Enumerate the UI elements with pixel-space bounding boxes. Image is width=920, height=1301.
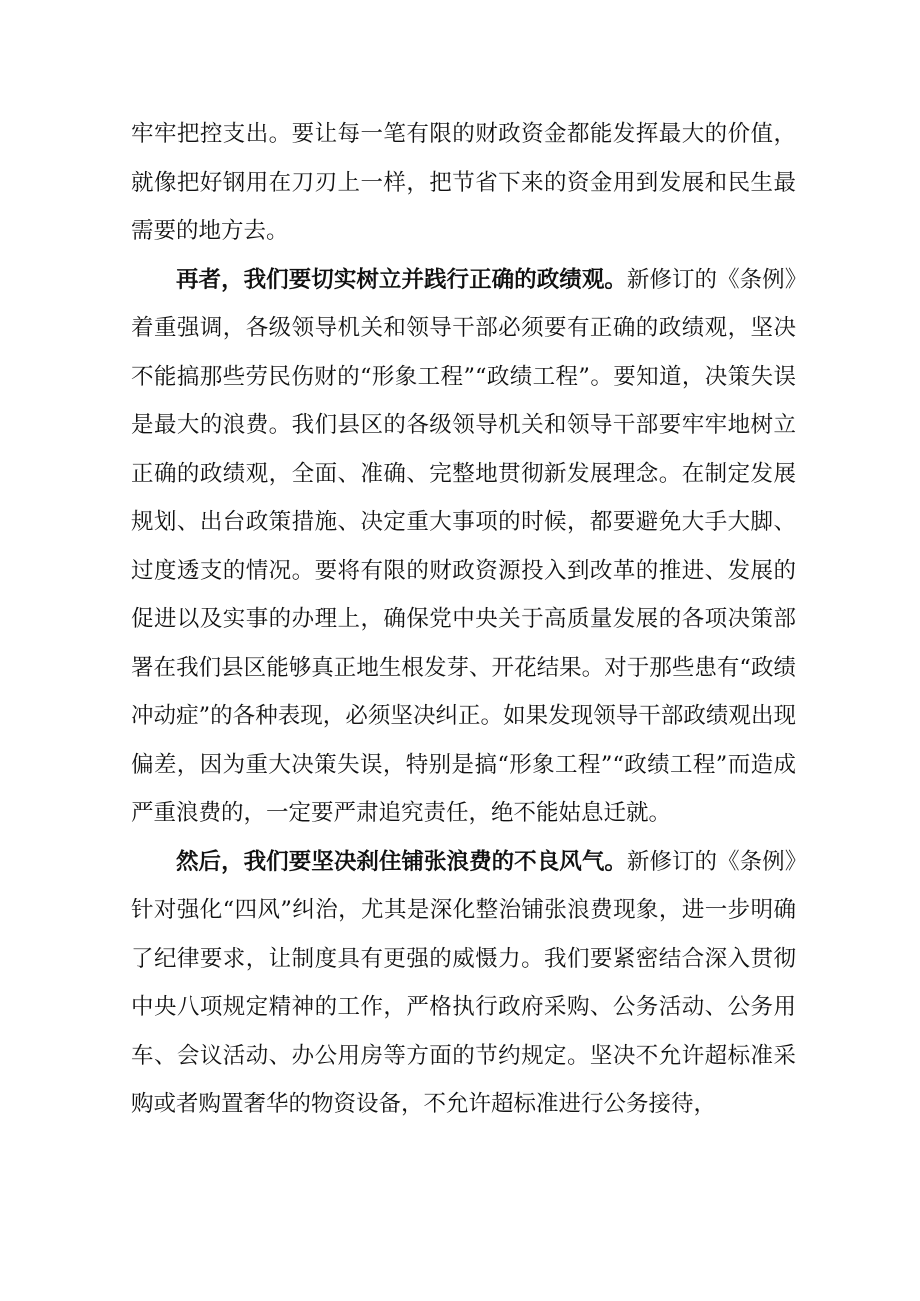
paragraph-3-body: 新修订的《条例》针对强化“四风”纠治，尤其是深化整治铺张浪费现象，进一步明确了纪律要求，让制度具有更强的威慑力。我们要紧密结合深入贯彻中央八项规定精神的工作，严格执行政府采购、公务活动、公务用车、会议活动、办公用房等方面的节约规定。坚决不允许超标准采购或者购置奢华的物资设备，不允许超标准进行公务接待， bbox=[131, 848, 796, 1117]
paragraph-3-lead: 然后，我们要坚决刹住铺张浪费的不良风气。 bbox=[176, 848, 627, 875]
paragraph-2 bbox=[131, 256, 796, 838]
paragraph-2-lead: 再者，我们要切实树立并践行正确的政绩观。 bbox=[176, 266, 627, 293]
paragraph-1-body: 牢牢把控支出。要让每一笔有限的财政资金都能发挥最大的价值，就像把好钢用在刀刃上一样，把节省下来的资金用到发展和民生最需要的地方去。 bbox=[131, 121, 796, 244]
paragraph-2-body: 新修订的《条例》着重强调，各级领导机关和领导干部必须要有正确的政绩观，坚决不能搞那些劳民伤财的“形象工程”“政绩工程”。要知道，决策失误是最大的浪费。我们县区的各级领导机关和领导干部要牢牢地树立正确的政绩观，全面、准确、完整地贯彻新发展理念。在制定发展规划、出台政策措施、决定重大事项的时候，都要避免大手大脚、过度透支的情况。要将有限的财政资源投入到改革的推进、发展的促进以及实事的办理上，确保党中央关于高质量发展的各项决策部署在我们县区能够真正地生根发芽、开花结果。对于那些患有“政绩冲动症”的各种表现，必须坚决纠正。如果发现领导干部政绩观出现偏差，因为重大决策失误，特别是搞“形象工程”“政绩工程”而造成严重浪费的，一定要严肃追究责任，绝不能姑息迁就。 bbox=[131, 266, 796, 826]
paragraph-3 bbox=[131, 838, 796, 1129]
document-page bbox=[131, 110, 796, 1129]
paragraph-1 bbox=[131, 110, 796, 256]
